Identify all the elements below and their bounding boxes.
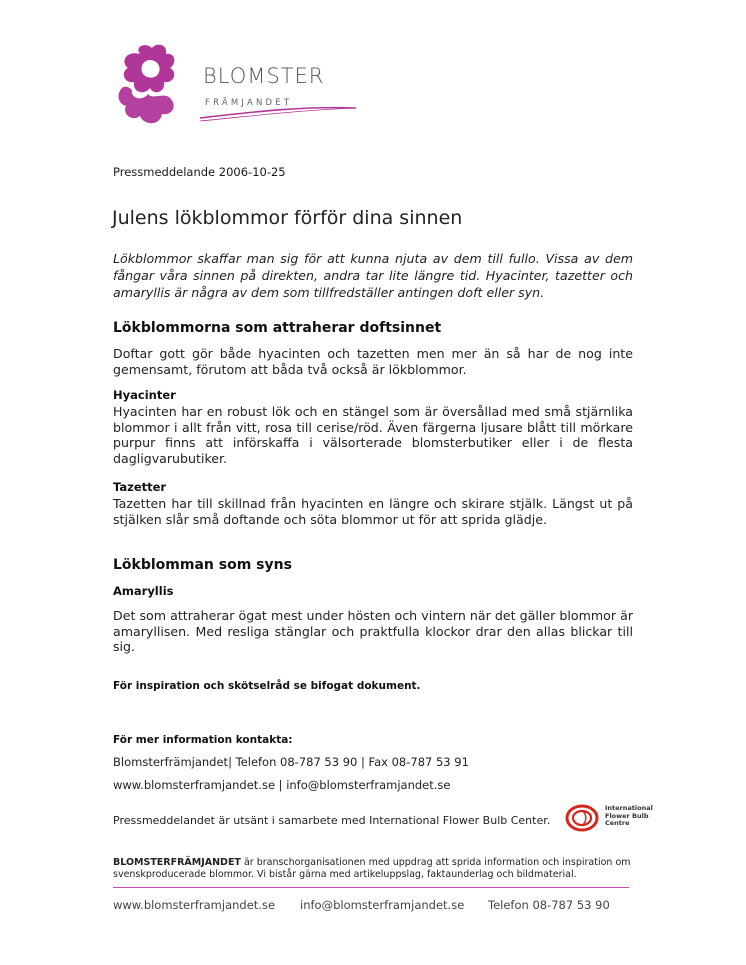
collab-note: Pressmeddelandet är utsänt i samarbete med International Flower Bulb Center. bbox=[113, 814, 551, 827]
contact-line1: Blomsterfrämjandet| Telefon 08-787 53 90 | Fax 08-787 53 91 bbox=[113, 755, 469, 769]
tazett-heading: Tazetter bbox=[113, 480, 167, 494]
inspiration-note: För inspiration och skötselråd se bifogat dokument. bbox=[113, 680, 421, 692]
contact-heading: För mer information kontakta: bbox=[113, 734, 293, 746]
contact-line2: www.blomsterframjandet.se | info@blomsterframjandet.se bbox=[113, 778, 451, 792]
page-title: Julens lökblommor förför dina sinnen bbox=[112, 207, 463, 229]
logo-wordmark: BLOMSTER bbox=[203, 64, 325, 88]
hyacint-heading: Hyacinter bbox=[113, 388, 176, 402]
footer-phone: Telefon 08-787 53 90 bbox=[488, 898, 610, 912]
press-date: Pressmeddelande 2006-10-25 bbox=[113, 165, 286, 179]
amaryllis-text: Det som attraherar ögat mest under hösten och vintern när det gäller blommor är amaryllisen. Med resliga stänglar och praktfulla klockor drar den allas blickar till sig. bbox=[113, 608, 633, 654]
footer-mail[interactable]: info@blomsterframjandet.se bbox=[300, 898, 465, 912]
tazett-text: Tazetten har till skillnad från hyacinten en längre och skirare stjälk. Längst ut på stjälken slår små doftande och söta blommor ut för att sprida glädje. bbox=[113, 496, 633, 527]
footer-web[interactable]: www.blomsterframjandet.se bbox=[113, 898, 276, 912]
section2-heading: Lökblomman som syns bbox=[113, 557, 292, 573]
ifbc-logo-text: International Flower Bulb Centre bbox=[605, 804, 653, 827]
flower-icon bbox=[119, 45, 175, 124]
lead-paragraph: Lökblommor skaffar man sig för att kunna njuta av dem till fullo. Vissa av dem fångar våra sinnen på direkten, andra tar lite längre tid. Hyacinter, tazetter och amaryllis är några av dem som tillfredställer antingen doft eller syn. bbox=[113, 251, 633, 300]
ifbc-logo-icon bbox=[565, 803, 601, 833]
footer-divider bbox=[113, 887, 629, 888]
section1-intro: Doftar gott gör både hyacinten och tazetten men mer än så har de nog inte gemensamt, förutom att båda två också är lökblommor. bbox=[113, 346, 633, 377]
amaryllis-heading: Amaryllis bbox=[113, 584, 174, 598]
about-text: BLOMSTERFRÄMJANDET är branschorganisationen med uppdrag att sprida information och inspiration om svenskproducerade blommor. Vi bistår gärna med artikeluppslag, faktaunderlag och bildmaterial. bbox=[113, 857, 631, 880]
logo-subtitle: FRÄMJANDET bbox=[205, 98, 293, 108]
section1-heading: Lökblommorna som attraherar doftsinnet bbox=[113, 320, 442, 336]
hyacint-text: Hyacinten har en robust lök och en stängel som är översållad med små stjärnlika blommor i allt från vitt, rosa till cerise/röd. Även färgerna ljusare blått till mörkare purpur finns att införskaffa i välsorterade blomsterbutiker eller i de flesta dagligvarubutiker. bbox=[113, 404, 633, 466]
